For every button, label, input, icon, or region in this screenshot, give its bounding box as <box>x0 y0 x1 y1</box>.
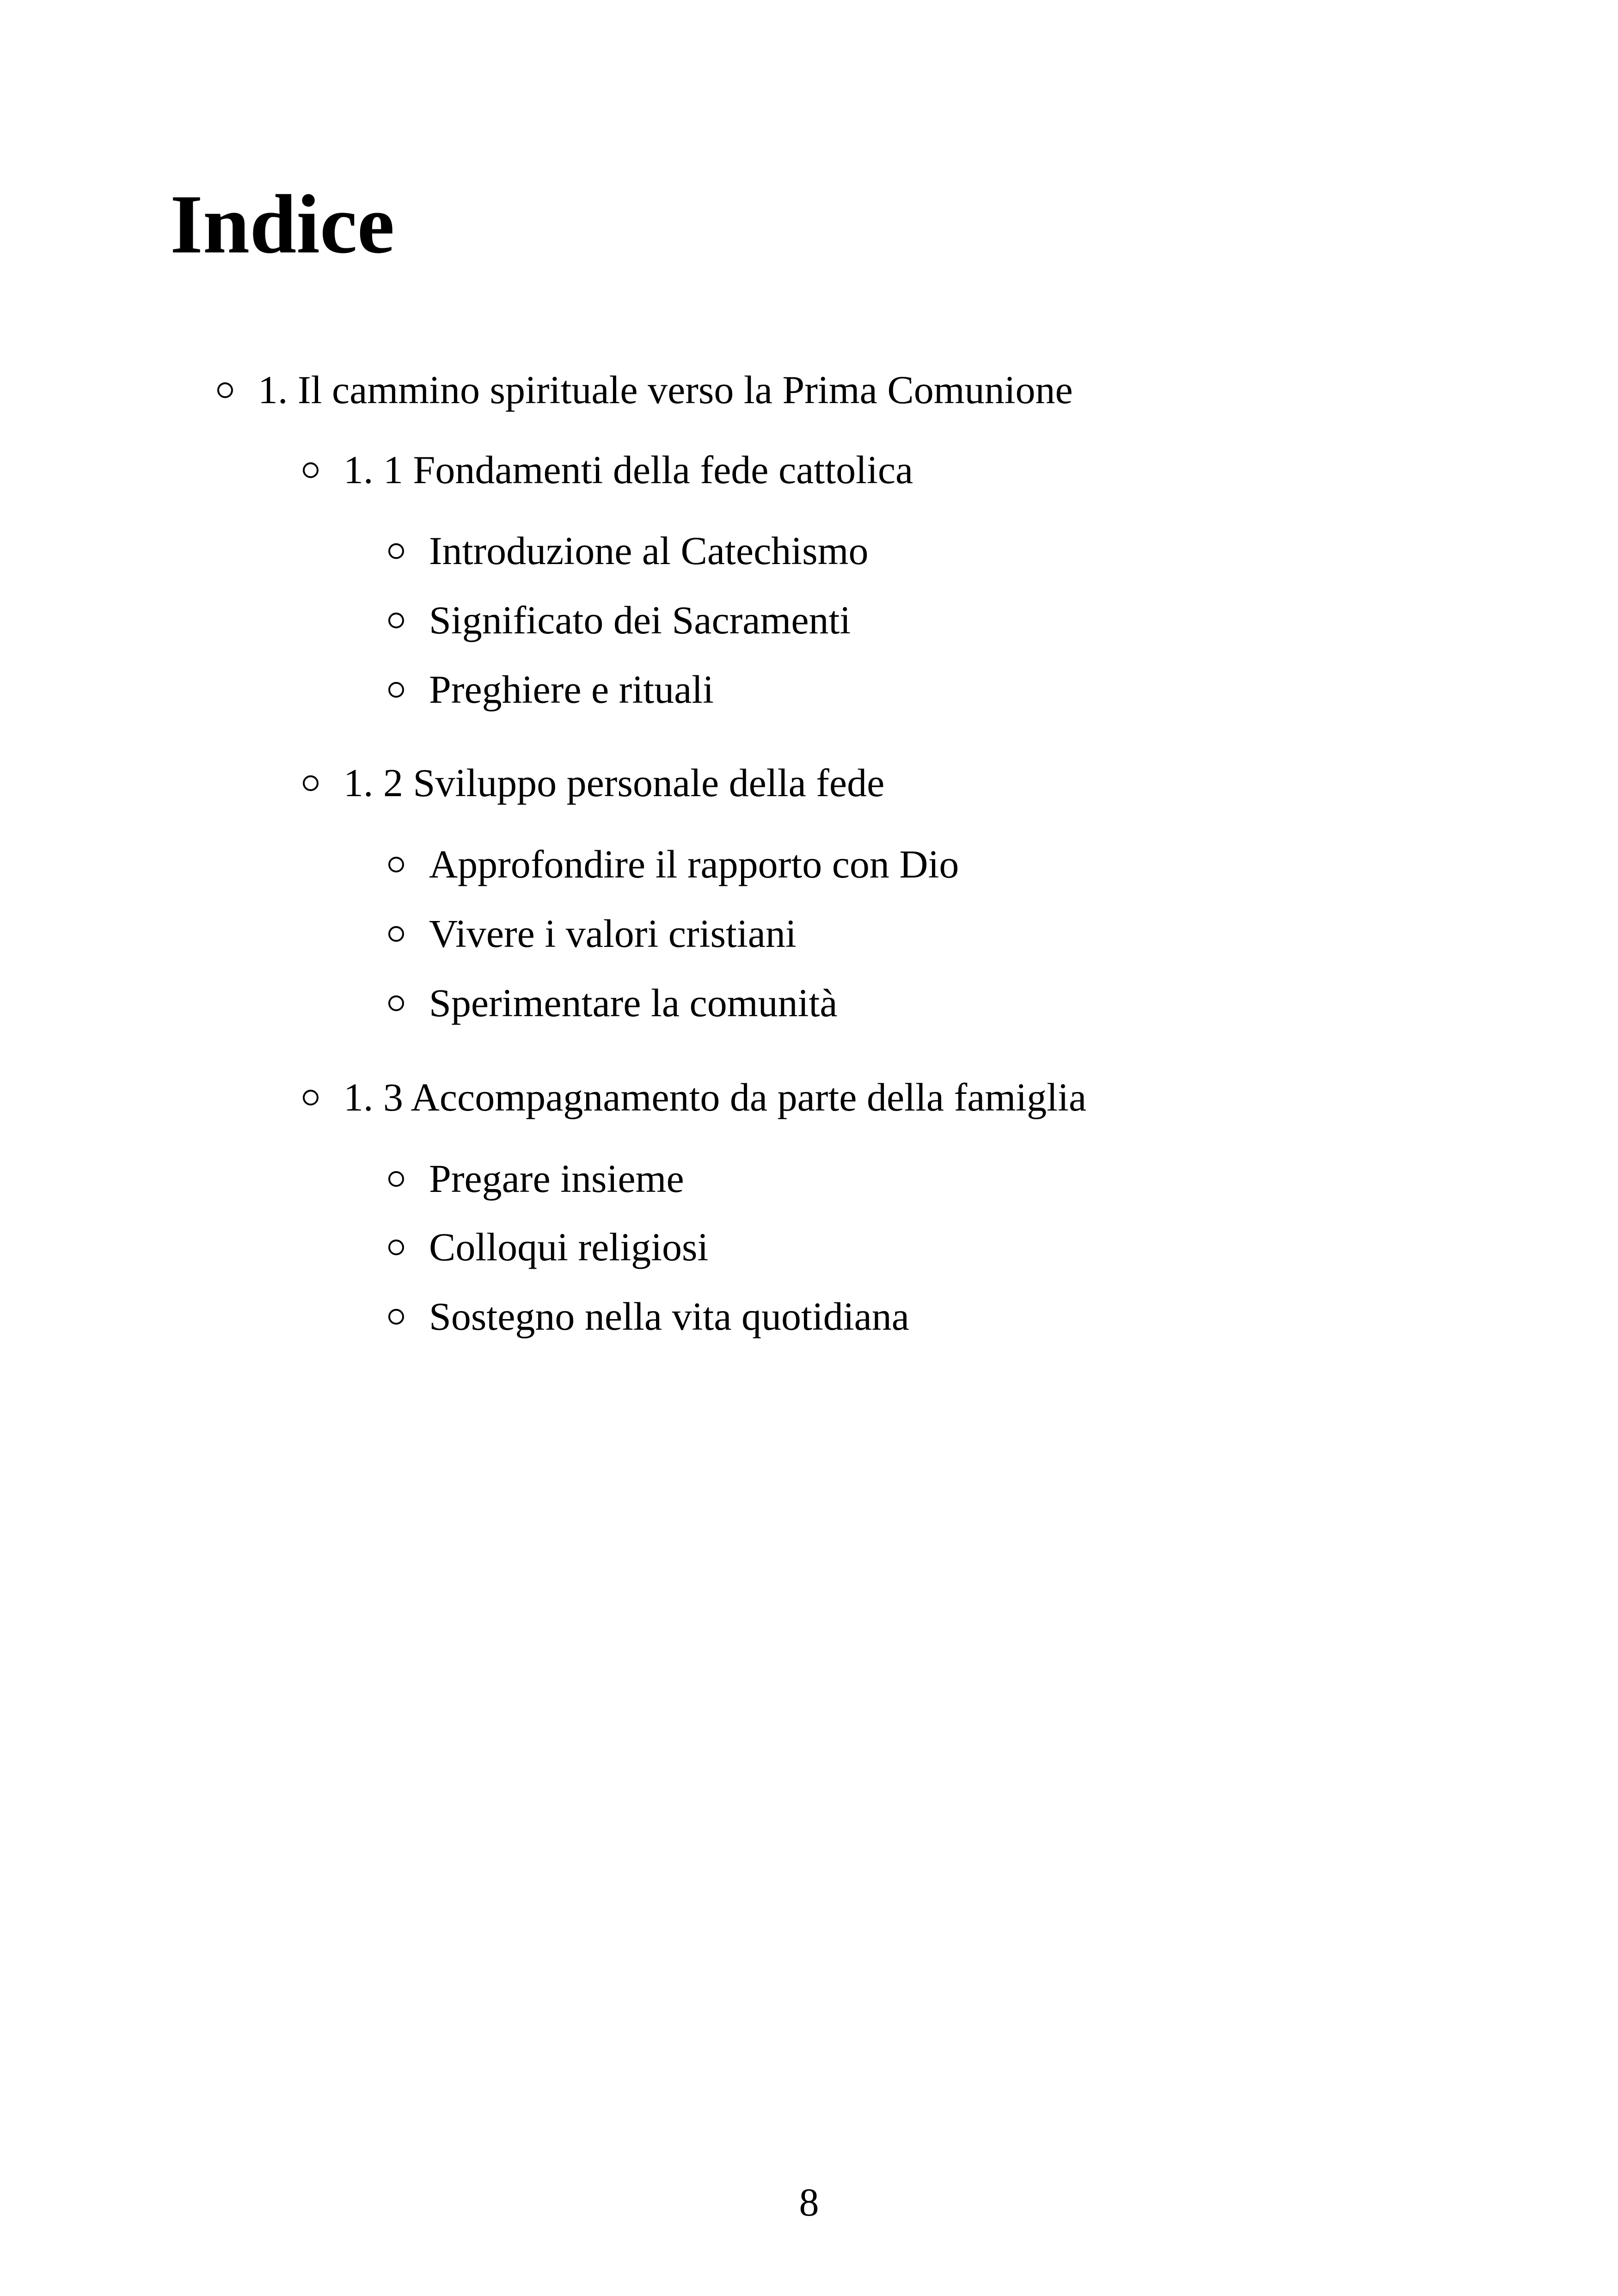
toc-section-label: 1. 1 Fondamenti della fede cattolica <box>343 448 913 492</box>
toc-item-label: Sperimentare la comunità <box>429 981 838 1025</box>
page-number: 8 <box>799 2180 819 2224</box>
toc-item-label: Pregare insieme <box>429 1156 684 1201</box>
toc-item[interactable] <box>388 983 838 1023</box>
toc-item[interactable] <box>388 528 869 573</box>
toc-section-label: 1. 2 Sviluppo personale della fede <box>343 761 885 805</box>
circle-bullet-icon <box>388 1309 404 1325</box>
toc-item[interactable] <box>388 1296 909 1336</box>
toc-section-label: 1. 3 Accompagnamento da parte della famiglia <box>343 1075 1087 1119</box>
circle-bullet-icon <box>388 682 404 698</box>
toc-chapter-1[interactable] <box>217 370 1073 410</box>
toc-item-label: Approfondire il rapporto con Dio <box>429 842 959 886</box>
toc-item-label: Preghiere e rituali <box>429 667 714 712</box>
circle-bullet-icon <box>388 1171 404 1187</box>
circle-bullet-icon <box>388 926 404 942</box>
toc-item-label: Significato dei Sacramenti <box>429 598 851 642</box>
toc-item[interactable] <box>388 1227 708 1267</box>
toc-item-label: Colloqui religiosi <box>429 1225 709 1269</box>
toc-item[interactable] <box>388 844 959 884</box>
circle-bullet-icon <box>303 462 319 478</box>
circle-bullet-icon <box>388 1240 404 1255</box>
toc-item[interactable] <box>388 600 851 640</box>
toc-item[interactable] <box>388 911 797 956</box>
page-title: Indice <box>170 178 395 271</box>
toc-section-1-2[interactable] <box>303 763 884 803</box>
circle-bullet-icon <box>388 543 404 559</box>
toc-item-label: Introduzione al Catechismo <box>429 528 869 573</box>
circle-bullet-icon <box>388 613 404 628</box>
toc-item-label: Sostegno nella vita quotidiana <box>429 1294 909 1338</box>
circle-bullet-icon <box>388 857 404 872</box>
toc-item-label: Vivere i valori cristiani <box>429 911 797 956</box>
toc-chapter-label: 1. Il cammino spirituale verso la Prima Comunione <box>258 368 1073 412</box>
toc-section-1-1[interactable] <box>303 450 913 490</box>
circle-bullet-icon <box>217 382 233 398</box>
circle-bullet-icon <box>388 995 404 1011</box>
circle-bullet-icon <box>303 1090 319 1105</box>
toc-section-1-3[interactable] <box>303 1077 1086 1117</box>
toc-item[interactable] <box>388 667 714 712</box>
toc-item[interactable] <box>388 1156 684 1201</box>
circle-bullet-icon <box>303 775 319 791</box>
